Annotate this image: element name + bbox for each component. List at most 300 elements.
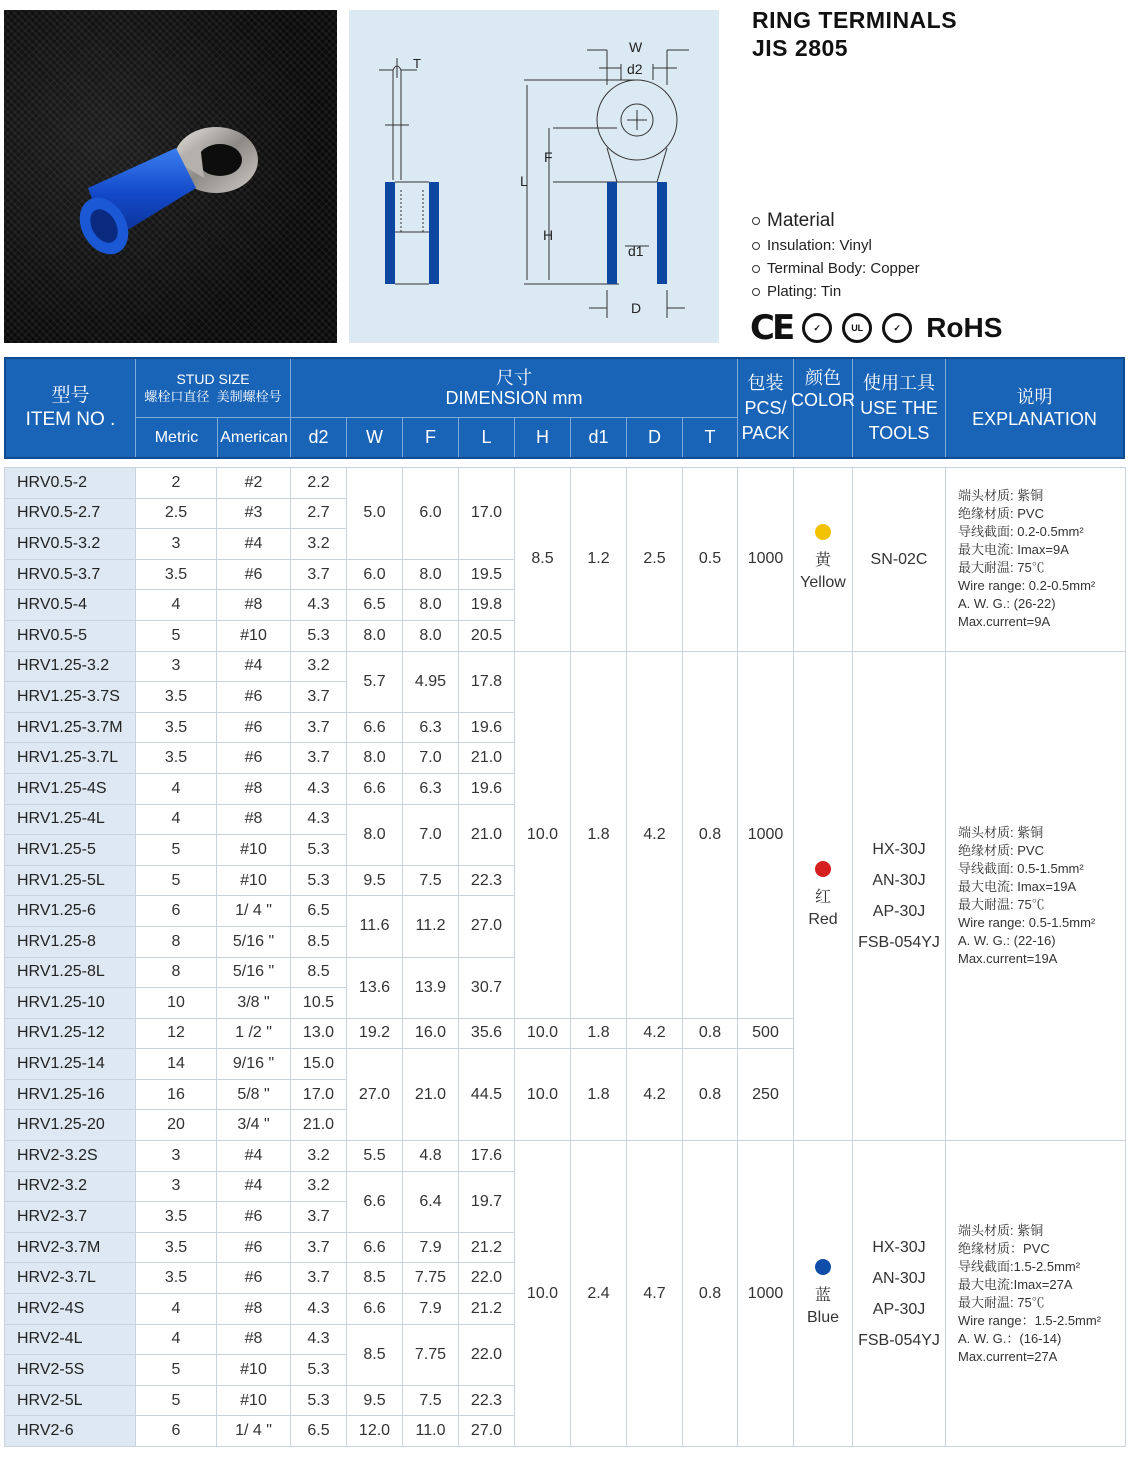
table-row: [5, 468, 1126, 499]
cell-d2: 2.7: [291, 498, 347, 529]
cell-item-no: HRV2-5S: [5, 1355, 136, 1386]
tool-name: HX-30J: [872, 840, 926, 858]
cell-d2: 3.7: [291, 1232, 347, 1263]
certification-logos: [750, 308, 1002, 348]
cell-h: 10.0: [515, 1141, 571, 1447]
cell-metric: 5: [136, 835, 217, 866]
cell-w: 8.5: [347, 1324, 403, 1385]
color-cn: 红: [814, 888, 831, 906]
cell-item-no: HRV2-5L: [5, 1385, 136, 1416]
cell-l: 22.3: [459, 865, 515, 896]
cell-item-no: HRV2-3.7M: [5, 1232, 136, 1263]
cell-d2: 17.0: [291, 1079, 347, 1110]
cell-pack: 1000: [738, 651, 794, 1018]
explanation-line: 最大耐温: 75℃: [958, 896, 1045, 912]
cell-l: 17.0: [459, 468, 515, 560]
title-line-1: RING TERMINALS: [752, 7, 958, 33]
cell-item-no: HRV2-3.7L: [5, 1263, 136, 1294]
cell-w: 12.0: [347, 1416, 403, 1447]
header-tools: 使用工具 USE THE TOOLS: [860, 372, 938, 443]
cell-item-no: HRV1.25-20: [5, 1110, 136, 1141]
explanation-line: 端头材质: 紫铜: [958, 1222, 1044, 1238]
color-dot-icon: [815, 861, 831, 877]
cell-explanation: [946, 468, 1126, 652]
spec-table: [4, 467, 1126, 1447]
bullet-icon: [752, 288, 760, 296]
cell-d2: 2.2: [291, 468, 347, 499]
cell-metric: 4: [136, 1324, 217, 1355]
cell-d: 4.2: [627, 651, 683, 1018]
cell-l: 19.6: [459, 773, 515, 804]
drawing-label-D: D: [631, 300, 642, 316]
cell-l: 19.5: [459, 559, 515, 590]
cell-metric: 3.5: [136, 1202, 217, 1233]
cell-f: 7.0: [403, 804, 459, 865]
cell-american: #8: [217, 1324, 291, 1355]
cell-american: 5/16 ": [217, 926, 291, 957]
cell-american: #4: [217, 1141, 291, 1172]
cell-d2: 4.3: [291, 1324, 347, 1355]
cell-d2: 21.0: [291, 1110, 347, 1141]
cell-l: 22.0: [459, 1324, 515, 1385]
cell-d2: 3.7: [291, 559, 347, 590]
cell-w: 6.0: [347, 559, 403, 590]
cell-metric: 3.5: [136, 1263, 217, 1294]
material-specs: [752, 208, 920, 303]
cell-american: 3/8 ": [217, 988, 291, 1019]
cell-american: 9/16 ": [217, 1049, 291, 1080]
tool-name: FSB-054YJ: [858, 933, 940, 951]
cell-american: #8: [217, 1294, 291, 1325]
cell-d2: 4.3: [291, 590, 347, 621]
cell-item-no: HRV1.25-8L: [5, 957, 136, 988]
cell-american: #6: [217, 682, 291, 713]
cell-metric: 12: [136, 1018, 217, 1049]
explanation-line: Max.current=27A: [958, 1348, 1058, 1364]
cell-color: [794, 1141, 853, 1447]
explanation-line: A. W. G.: (26-22): [958, 596, 1056, 612]
cell-explanation: [946, 651, 1126, 1141]
ul-seal-icon: UL: [842, 313, 872, 343]
cell-american: #2: [217, 468, 291, 499]
cell-american: #8: [217, 590, 291, 621]
cell-d2: 15.0: [291, 1049, 347, 1080]
color-dot-icon: [815, 1259, 831, 1275]
cell-tools: [853, 468, 946, 652]
cell-d2: 4.3: [291, 1294, 347, 1325]
cell-metric: 3: [136, 529, 217, 560]
cell-d2: 3.2: [291, 651, 347, 682]
table-row: [5, 1141, 1126, 1172]
cell-item-no: HRV0.5-2.7: [5, 498, 136, 529]
cell-item-no: HRV1.25-3.7L: [5, 743, 136, 774]
cell-f: 8.0: [403, 559, 459, 590]
cell-item-no: HRV1.25-10: [5, 988, 136, 1019]
cell-t: 0.8: [683, 1018, 738, 1049]
header-w: W: [366, 427, 383, 447]
cell-d2: 8.5: [291, 926, 347, 957]
cell-w: 13.6: [347, 957, 403, 1018]
cell-w: 5.7: [347, 651, 403, 712]
cell-explanation: [946, 1141, 1126, 1447]
cell-w: 5.5: [347, 1141, 403, 1172]
cell-l: 22.0: [459, 1263, 515, 1294]
cell-american: #10: [217, 1355, 291, 1386]
cell-metric: 10: [136, 988, 217, 1019]
cell-l: 27.0: [459, 896, 515, 957]
rohs-mark: RoHS: [926, 312, 1003, 343]
cell-american: #6: [217, 743, 291, 774]
cell-l: 35.6: [459, 1018, 515, 1049]
cell-metric: 16: [136, 1079, 217, 1110]
cell-l: 17.6: [459, 1141, 515, 1172]
cell-w: 11.6: [347, 896, 403, 957]
cell-d2: 3.7: [291, 1202, 347, 1233]
bullet-icon: [752, 265, 760, 273]
explanation-line: 绝缘材质: PVC: [958, 506, 1044, 522]
cell-w: 8.0: [347, 620, 403, 651]
header-l: L: [481, 427, 492, 447]
cell-f: 6.0: [403, 468, 459, 560]
cell-metric: 2.5: [136, 498, 217, 529]
cell-american: #3: [217, 498, 291, 529]
cell-item-no: HRV1.25-3.2: [5, 651, 136, 682]
cell-f: 7.75: [403, 1263, 459, 1294]
cell-d2: 3.2: [291, 1171, 347, 1202]
cell-american: 5/8 ": [217, 1079, 291, 1110]
cell-american: #4: [217, 651, 291, 682]
cell-pack: 500: [738, 1018, 794, 1049]
explanation-line: 最大电流: Imax=19A: [958, 878, 1077, 894]
cell-d: 4.2: [627, 1049, 683, 1141]
cell-d2: 3.7: [291, 1263, 347, 1294]
cell-metric: 6: [136, 896, 217, 927]
color-en: Red: [808, 910, 838, 928]
cell-pack: 1000: [738, 468, 794, 652]
cell-l: 21.0: [459, 743, 515, 774]
cell-f: 8.0: [403, 620, 459, 651]
cell-metric: 5: [136, 620, 217, 651]
explanation-line: Max.current=19A: [958, 950, 1058, 966]
cell-t: 0.8: [683, 1141, 738, 1447]
cell-d2: 3.2: [291, 1141, 347, 1172]
drawing-label-H: H: [543, 227, 554, 243]
cell-item-no: HRV2-3.7: [5, 1202, 136, 1233]
header-explanation: 说明 EXPLANATION: [972, 387, 1097, 429]
header-f: F: [425, 427, 436, 447]
explanation-line: Wire range: 0.2-0.5mm²: [958, 578, 1096, 594]
cell-f: 7.9: [403, 1232, 459, 1263]
cell-w: 8.0: [347, 743, 403, 774]
color-en: Yellow: [800, 574, 846, 592]
drawing-label-d1: d1: [628, 243, 644, 259]
cell-w: 6.6: [347, 1232, 403, 1263]
cell-metric: 20: [136, 1110, 217, 1141]
ce-mark-icon: CE: [750, 308, 793, 348]
cell-l: 20.5: [459, 620, 515, 651]
cell-d2: 8.5: [291, 957, 347, 988]
cell-item-no: HRV2-3.2: [5, 1171, 136, 1202]
cell-d2: 5.3: [291, 1385, 347, 1416]
cell-american: #4: [217, 1171, 291, 1202]
cell-l: 21.0: [459, 804, 515, 865]
cell-w: 8.5: [347, 1263, 403, 1294]
cell-item-no: HRV1.25-3.7M: [5, 712, 136, 743]
cell-metric: 5: [136, 1355, 217, 1386]
explanation-line: 端头材质: 紫铜: [958, 488, 1044, 504]
cell-d1: 1.2: [571, 468, 627, 652]
cell-item-no: HRV1.25-5L: [5, 865, 136, 896]
cell-w: 6.6: [347, 773, 403, 804]
cell-item-no: HRV0.5-3.7: [5, 559, 136, 590]
cell-l: 30.7: [459, 957, 515, 1018]
cell-d2: 10.5: [291, 988, 347, 1019]
explanation-line: 最大耐温: 75℃: [958, 560, 1045, 576]
drawing-label-L: L: [520, 173, 528, 189]
spec-insulation: Insulation: Vinyl: [752, 234, 920, 257]
cell-f: 7.5: [403, 1385, 459, 1416]
explanation-line: 最大电流: Imax=9A: [958, 542, 1069, 558]
cell-tools: [853, 1141, 946, 1447]
cell-item-no: HRV0.5-5: [5, 620, 136, 651]
cell-d2: 13.0: [291, 1018, 347, 1049]
cell-metric: 3.5: [136, 682, 217, 713]
table-header: [4, 357, 1125, 459]
cell-h: 10.0: [515, 651, 571, 1018]
color-cn: 蓝: [814, 1286, 831, 1304]
cell-l: 27.0: [459, 1416, 515, 1447]
cell-d2: 5.3: [291, 620, 347, 651]
color-cn: 黄: [814, 552, 831, 570]
cell-d: 4.7: [627, 1141, 683, 1447]
cell-pack: 1000: [738, 1141, 794, 1447]
explanation-line: 最大电流:Imax=27A: [958, 1276, 1073, 1292]
cell-item-no: HRV1.25-14: [5, 1049, 136, 1080]
cell-metric: 8: [136, 926, 217, 957]
cell-american: #6: [217, 1263, 291, 1294]
cell-l: 19.6: [459, 712, 515, 743]
cell-d2: 4.3: [291, 773, 347, 804]
cell-d1: 1.8: [571, 1049, 627, 1141]
cell-w: 9.5: [347, 865, 403, 896]
explanation-line: 导线截面: 0.5-1.5mm²: [958, 860, 1084, 876]
cell-d2: 3.7: [291, 712, 347, 743]
explanation-line: Wire range: 0.5-1.5mm²: [958, 914, 1096, 930]
cell-t: 0.5: [683, 468, 738, 652]
cell-w: 5.0: [347, 468, 403, 560]
color-en: Blue: [806, 1308, 840, 1326]
explanation-line: Max.current=9A: [958, 614, 1051, 630]
cell-american: 1/ 4 ": [217, 1416, 291, 1447]
cell-d2: 5.3: [291, 1355, 347, 1386]
cell-l: 21.2: [459, 1294, 515, 1325]
cell-metric: 14: [136, 1049, 217, 1080]
header-d: D: [648, 427, 661, 447]
cell-h: 10.0: [515, 1018, 571, 1049]
cell-f: 6.4: [403, 1171, 459, 1232]
header-t: T: [704, 427, 716, 447]
dimension-drawing: [349, 10, 719, 343]
cell-tools: [853, 651, 946, 1141]
drawing-label-d2: d2: [627, 61, 643, 77]
cell-american: #6: [217, 559, 291, 590]
tool-name: FSB-054YJ: [858, 1331, 940, 1349]
cell-d2: 5.3: [291, 865, 347, 896]
cell-w: 6.5: [347, 590, 403, 621]
cell-american: 1 /2 ": [217, 1018, 291, 1049]
table-row: [5, 651, 1126, 682]
cell-l: 22.3: [459, 1385, 515, 1416]
explanation-line: 端头材质: 紫铜: [958, 824, 1044, 840]
explanation-line: A. W. G.: (22-16): [958, 932, 1056, 948]
cell-w: 9.5: [347, 1385, 403, 1416]
cell-item-no: HRV1.25-3.7S: [5, 682, 136, 713]
cell-item-no: HRV1.25-8: [5, 926, 136, 957]
cell-american: #4: [217, 529, 291, 560]
bullet-icon: [752, 217, 760, 225]
cell-item-no: HRV0.5-4: [5, 590, 136, 621]
cell-d: 4.2: [627, 1018, 683, 1049]
cell-metric: 4: [136, 804, 217, 835]
cell-item-no: HRV2-3.2S: [5, 1141, 136, 1172]
cell-f: 8.0: [403, 590, 459, 621]
cell-d: 2.5: [627, 468, 683, 652]
cell-metric: 2: [136, 468, 217, 499]
cell-american: #10: [217, 835, 291, 866]
cell-metric: 4: [136, 590, 217, 621]
spec-heading: Material: [752, 208, 920, 234]
cell-f: 7.5: [403, 865, 459, 896]
cell-t: 0.8: [683, 1049, 738, 1141]
cell-metric: 8: [136, 957, 217, 988]
cell-metric: 3: [136, 651, 217, 682]
cell-f: 21.0: [403, 1049, 459, 1141]
tool-name: AN-30J: [872, 871, 926, 889]
iso-seal-icon: ✓: [802, 313, 832, 343]
cell-f: 11.0: [403, 1416, 459, 1447]
cell-american: #10: [217, 1385, 291, 1416]
cell-l: 19.7: [459, 1171, 515, 1232]
drawing-label-T: T: [413, 56, 421, 71]
header-pack: 包装 PCS/ PACK: [741, 372, 790, 443]
tool-name: AN-30J: [872, 1269, 926, 1287]
header-metric: Metric: [154, 428, 199, 446]
title-line-2: JIS 2805: [752, 35, 849, 61]
tool-name: SN-02C: [870, 550, 928, 568]
cell-w: 6.6: [347, 1294, 403, 1325]
cell-d2: 3.7: [291, 682, 347, 713]
explanation-line: A. W. G.：(16-14): [958, 1330, 1062, 1346]
product-photo: [4, 10, 337, 343]
cell-item-no: HRV2-4S: [5, 1294, 136, 1325]
tool-name: HX-30J: [872, 1238, 926, 1256]
header-h: H: [536, 427, 549, 447]
cell-metric: 3.5: [136, 743, 217, 774]
cell-w: 27.0: [347, 1049, 403, 1141]
cell-metric: 3: [136, 1141, 217, 1172]
cell-american: #8: [217, 773, 291, 804]
cell-item-no: HRV2-6: [5, 1416, 136, 1447]
explanation-line: 导线截面:1.5-2.5mm²: [958, 1258, 1081, 1274]
cell-item-no: HRV1.25-16: [5, 1079, 136, 1110]
cell-f: 7.9: [403, 1294, 459, 1325]
cell-american: 3/4 ": [217, 1110, 291, 1141]
cell-d1: 2.4: [571, 1141, 627, 1447]
cell-color: [794, 468, 853, 652]
cell-d2: 6.5: [291, 896, 347, 927]
cell-f: 7.0: [403, 743, 459, 774]
tool-name: AP-30J: [872, 1300, 926, 1318]
cell-f: 11.2: [403, 896, 459, 957]
cell-metric: 4: [136, 773, 217, 804]
cell-item-no: HRV1.25-4L: [5, 804, 136, 835]
cell-f: 6.3: [403, 712, 459, 743]
cell-d2: 4.3: [291, 804, 347, 835]
page-title: [752, 6, 957, 62]
cell-d1: 1.8: [571, 1018, 627, 1049]
explanation-line: 最大耐温: 75℃: [958, 1294, 1045, 1310]
cell-f: 4.8: [403, 1141, 459, 1172]
header-item-no: 型号 ITEM NO .: [25, 385, 116, 430]
cell-color: [794, 651, 853, 1141]
header-color: 颜色 COLOR: [791, 368, 856, 410]
cell-l: 19.8: [459, 590, 515, 621]
cell-d2: 3.7: [291, 743, 347, 774]
sgs-seal-icon: ✓: [882, 313, 912, 343]
drawing-label-W: W: [629, 39, 643, 55]
cell-american: #6: [217, 712, 291, 743]
cell-f: 4.95: [403, 651, 459, 712]
cell-d1: 1.8: [571, 651, 627, 1018]
cell-w: 6.6: [347, 712, 403, 743]
cell-metric: 4: [136, 1294, 217, 1325]
tool-name: AP-30J: [872, 902, 926, 920]
cell-metric: 3: [136, 1171, 217, 1202]
cell-w: 6.6: [347, 1171, 403, 1232]
header-stud-size: STUD SIZE 螺栓口直径 美制螺栓号: [144, 371, 282, 404]
header-american: American: [220, 428, 288, 446]
cell-f: 16.0: [403, 1018, 459, 1049]
cell-metric: 5: [136, 865, 217, 896]
cell-l: 21.2: [459, 1232, 515, 1263]
cell-item-no: HRV1.25-5: [5, 835, 136, 866]
cell-t: 0.8: [683, 651, 738, 1018]
cell-f: 6.3: [403, 773, 459, 804]
cell-w: 8.0: [347, 804, 403, 865]
cell-item-no: HRV1.25-6: [5, 896, 136, 927]
cell-american: #10: [217, 865, 291, 896]
cell-item-no: HRV0.5-3.2: [5, 529, 136, 560]
spec-plating: Plating: Tin: [752, 280, 920, 303]
cell-metric: 3.5: [136, 559, 217, 590]
drawing-label-F: F: [544, 149, 553, 165]
cell-american: 1/ 4 ": [217, 896, 291, 927]
cell-metric: 6: [136, 1416, 217, 1447]
cell-f: 13.9: [403, 957, 459, 1018]
cell-w: 19.2: [347, 1018, 403, 1049]
header-d1: d1: [588, 427, 609, 447]
cell-american: #10: [217, 620, 291, 651]
cell-pack: 250: [738, 1049, 794, 1141]
cell-h: 8.5: [515, 468, 571, 652]
explanation-line: Wire range：1.5-2.5mm²: [958, 1312, 1102, 1328]
cell-l: 17.8: [459, 651, 515, 712]
cell-d2: 3.2: [291, 529, 347, 560]
cell-f: 7.75: [403, 1324, 459, 1385]
cell-american: 5/16 ": [217, 957, 291, 988]
cell-d2: 6.5: [291, 1416, 347, 1447]
cell-item-no: HRV1.25-4S: [5, 773, 136, 804]
